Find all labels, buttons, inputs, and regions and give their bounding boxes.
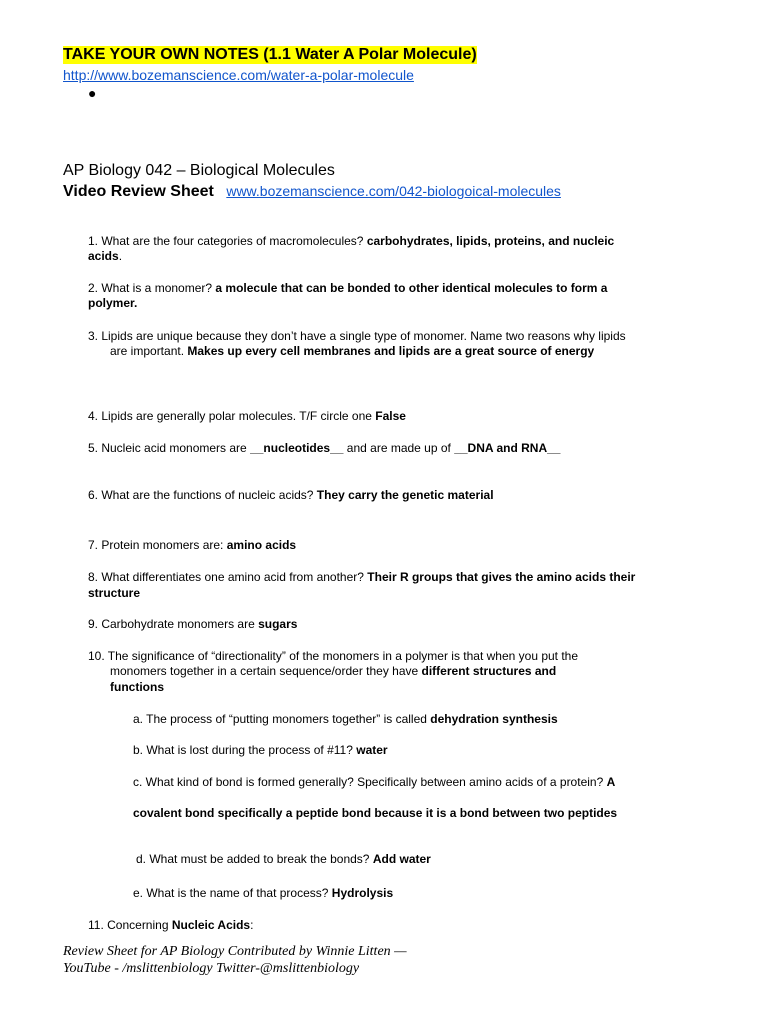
question-8-prompt: 8. What differentiates one amino acid from another? (88, 570, 368, 584)
question-10a-prompt: a. The process of “putting monomers together” is called (133, 712, 431, 726)
bullet-point: ● (88, 85, 97, 101)
question-2 (88, 281, 607, 296)
question-10a-answer: dehydration synthesis (430, 712, 558, 726)
question-5-answer-2: __DNA and RNA__ (454, 441, 561, 455)
sheet-title: AP Biology 042 – Biological Molecules (63, 162, 335, 179)
question-10c-answer: A (606, 775, 616, 789)
question-8-answer: Their R groups that gives the amino acids their (367, 570, 636, 584)
question-3-prompt-cont: are important. (110, 344, 188, 358)
question-10b (133, 743, 388, 758)
question-1-answer: carbohydrates, lipids, proteins, and nucleic (366, 234, 615, 248)
question-10-cont (110, 664, 556, 679)
question-11-tail: : (250, 918, 254, 932)
question-6-answer: They carry the genetic material (316, 488, 494, 502)
question-5-prompt: 5. Nucleic acid monomers are (88, 441, 251, 455)
question-10c (133, 775, 615, 790)
question-11 (88, 918, 253, 933)
question-1-tail: . (118, 249, 123, 263)
question-8 (88, 570, 635, 585)
question-5 (88, 441, 560, 456)
sheet-subtitle: Video Review Sheet (63, 183, 214, 200)
question-10c-answer-cont: covalent bond specifically a peptide bond because it is a bond between two peptides (133, 806, 618, 820)
question-7-answer: amino acids (226, 538, 297, 552)
question-10-prompt-cont: monomers together in a certain sequence/order they have (110, 664, 422, 678)
question-4 (88, 409, 406, 424)
question-1-answer-cont: acids (88, 249, 119, 263)
question-3-prompt: 3. Lipids are unique because they don’t have a single type of monomer. Name two reasons why lipids (88, 329, 626, 343)
question-7-prompt: 7. Protein monomers are: (88, 538, 227, 552)
question-10e (133, 886, 393, 901)
question-10-answer: different structures and (421, 664, 557, 678)
question-7 (88, 538, 296, 553)
question-3-answer: Makes up every cell membranes and lipids are a great source of energy (187, 344, 595, 358)
question-10d-answer: Add water (372, 852, 431, 866)
question-10d (136, 852, 431, 867)
question-6 (88, 488, 494, 503)
question-2-answer: a molecule that can be bonded to other identical molecules to form a (215, 281, 608, 295)
question-11-prompt: 11. Concerning (88, 918, 172, 932)
question-1-prompt: 1. What are the four categories of macromolecules? (88, 234, 367, 248)
question-9-answer: sugars (258, 617, 298, 631)
question-2-answer-cont: polymer. (88, 296, 138, 310)
question-10b-answer: water (356, 743, 388, 757)
question-6-prompt: 6. What are the functions of nucleic acids? (88, 488, 317, 502)
question-11-answer: Nucleic Acids (171, 918, 251, 932)
question-10-prompt: 10. The significance of “directionality” of the monomers in a polymer is that when you put the (88, 649, 579, 663)
biological-molecules-link[interactable]: www.bozemanscience.com/042-biologoical-molecules (226, 183, 561, 199)
question-10e-prompt: e. What is the name of that process? (133, 886, 332, 900)
sheet-subtitle-row (63, 183, 561, 201)
question-8-answer-cont: structure (88, 586, 141, 600)
question-10b-prompt: b. What is lost during the process of #11? (133, 743, 357, 757)
footer-credit: Review Sheet for AP Biology Contributed by Winnie Litten — (63, 944, 407, 959)
question-10a (133, 712, 558, 727)
question-4-answer: False (375, 409, 406, 423)
question-10c-prompt: c. What kind of bond is formed generally? Specifically between amino acids of a protein? (133, 775, 607, 789)
question-5-middle: and are made up of (343, 441, 455, 455)
notes-title-highlight: TAKE YOUR OWN NOTES (1.1 Water A Polar Molecule) (63, 46, 477, 63)
question-4-prompt: 4. Lipids are generally polar molecules. T/F circle one (88, 409, 376, 423)
question-9 (88, 617, 297, 632)
question-1-cont (88, 249, 122, 264)
question-1 (88, 234, 614, 249)
question-3-cont (110, 344, 594, 359)
question-10e-answer: Hydrolysis (331, 886, 394, 900)
question-5-answer-1: __nucleotides__ (250, 441, 344, 455)
question-2-prompt: 2. What is a monomer? (88, 281, 216, 295)
footer-social: YouTube - /mslittenbiology Twitter-@mslittenbiology (63, 961, 360, 976)
question-10d-prompt: d. What must be added to break the bonds? (136, 852, 373, 866)
water-polar-molecule-link[interactable]: http://www.bozemanscience.com/water-a-polar-molecule (63, 67, 414, 83)
question-9-prompt: 9. Carbohydrate monomers are (88, 617, 259, 631)
question-10-answer-cont: functions (110, 680, 164, 694)
